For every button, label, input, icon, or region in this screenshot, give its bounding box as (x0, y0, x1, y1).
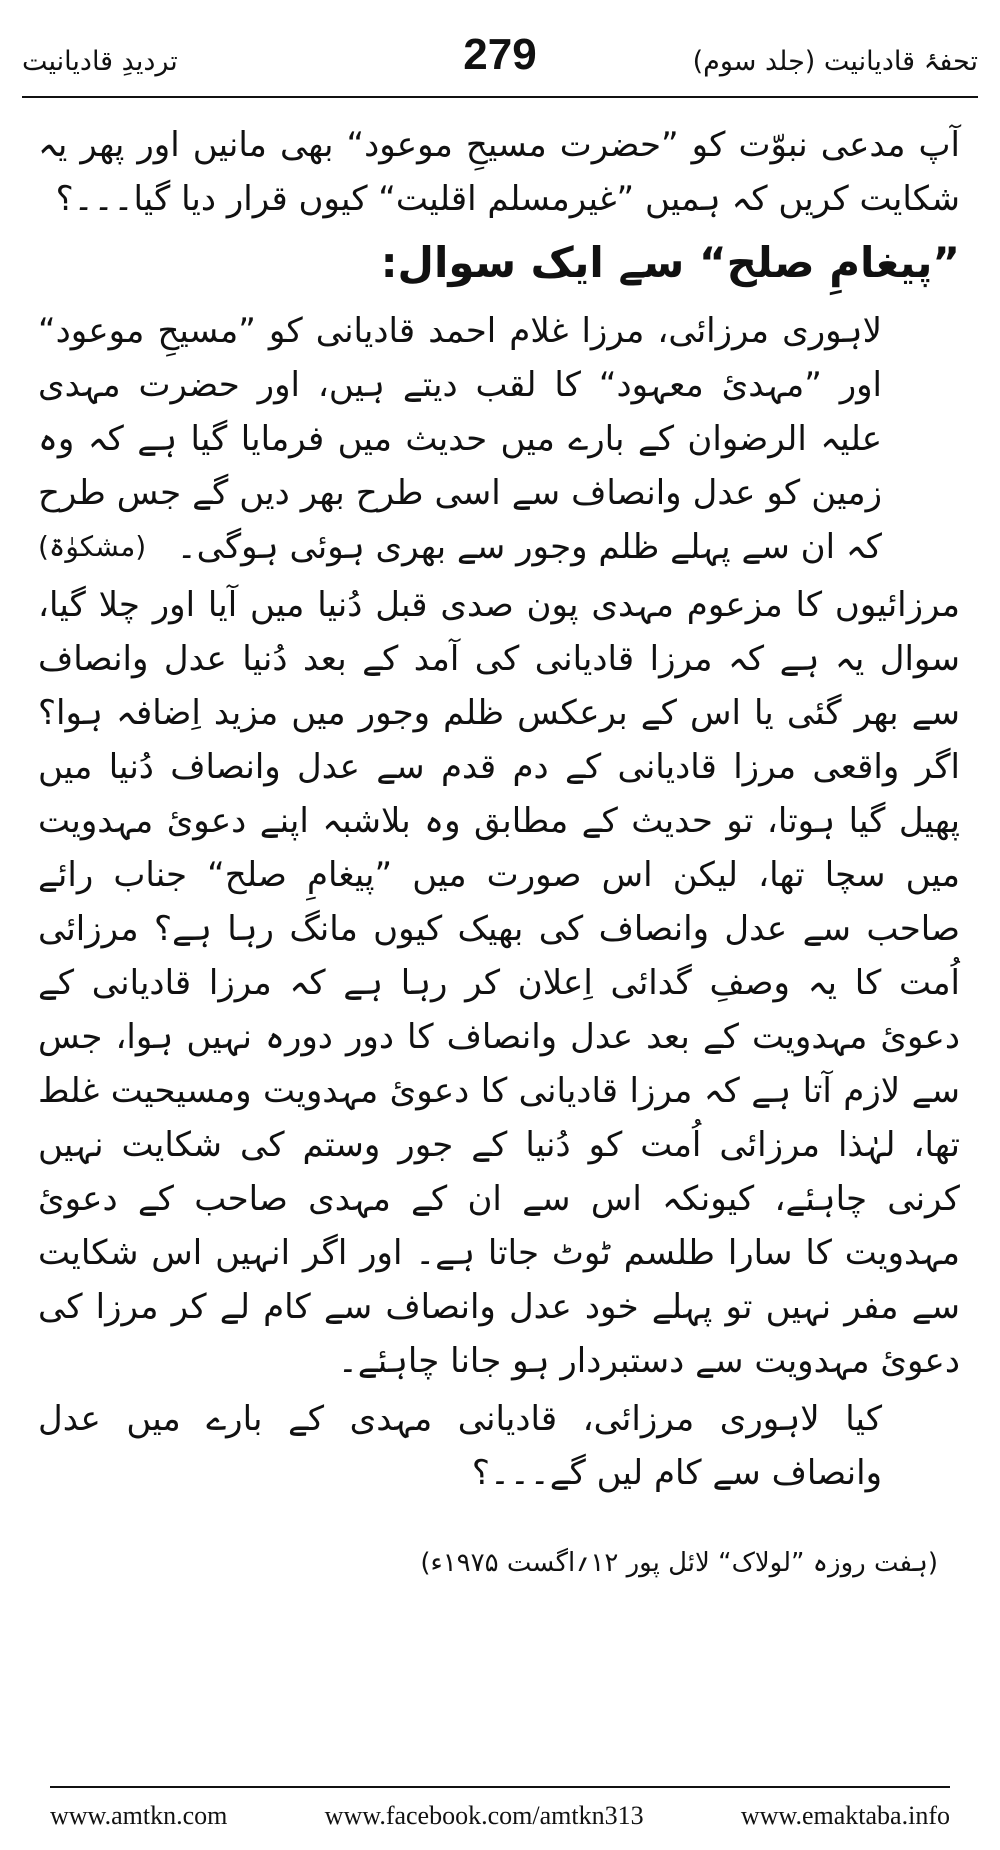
footer-link-amtkn[interactable]: www.amtkn.com (50, 1801, 228, 1830)
paragraph-2-text: لاہوری مرزائی، مرزا غلام احمد قادیانی کو ”مسیحِ موعود“ اور ”مہدیٔ معہود“ کا لقب دیتے ہیں، اور حضرت مہدی علیہ الرضوان کے بارے میں حدیث میں فرمایا گیا ہے کہ وہ زمین کو عدل وانصاف سے اسی طرح بھر دیں گے جس طرح کہ ان سے پہلے ظلم وجور سے بھری ہوئی ہوگی۔ (38, 311, 882, 567)
paragraph-3: مرزائیوں کا مزعوم مہدی پون صدی قبل دُنیا میں آیا اور چلا گیا، سوال یہ ہے کہ مرزا قادیانی کی آمد کے بعد دُنیا عدل وانصاف سے بھر گئی یا اس کے برعکس ظلم وجور میں مزید اِضافہ ہوا؟ اگر واقعی مرزا قادیانی کے دم قدم سے عدل وانصاف دُنیا میں پھیل گیا ہوتا، تو حدیث کے مطابق وہ بلاشبہ اپنے دعویٔ مہدویت میں سچا تھا، لیکن اس صورت میں ”پیغامِ صلح“ جناب رائے صاحب سے عدل وانصاف کی بھیک کیوں مانگ رہا ہے؟ مرزائی اُمت کا یہ وصفِ گدائی اِعلان کر رہا ہے کہ مرزا قادیانی کے دعویٔ مہدویت کے بعد عدل وانصاف کا دور دورہ نہیں ہوا، جس سے لازم آتا ہے کہ مرزا قادیانی کا دعویٔ مہدویت ومسیحیت غلط تھا، لہٰذا مرزائی اُمت کو دُنیا کے جور وستم کی شکایت نہیں کرنی چاہئے، کیونکہ اس سے ان کے مہدی صاحب کے دعویٔ مہدویت کا سارا طلسم ٹوٹ جاتا ہے۔ اور اگر انہیں اس شکایت سے مفر نہیں تو پہلے خود عدل وانصاف سے کام لے کر مرزا کی دعویٔ مہدویت سے دستبردار ہو جانا چاہئے۔ (38, 585, 960, 1381)
section-title: تردیدِ قادیانیت (22, 46, 178, 77)
book-title: تحفۂ قادیانیت (جلد سوم) (692, 46, 978, 77)
paragraph-2 (38, 304, 960, 574)
footer-divider (50, 1786, 950, 1788)
paragraph-1: آپ مدعی نبوّت کو ”حضرت مسیحِ موعود“ بھی مانیں اور پھر یہ شکایت کریں کہ ہمیں ”غیرمسلم اقلیت“ کیوں قرار دیا گیا۔۔۔؟ (38, 125, 960, 219)
page-number: 279 (463, 30, 537, 79)
source-reference: (ہفت روزہ ”لولاک“ لائل پور ۱۲؍اگست ۱۹۷۵ء) (420, 1548, 938, 1578)
page-footer (50, 1796, 950, 1836)
paragraph-4: کیا لاہوری مرزائی، قادیانی مہدی کے بارے میں عدل وانصاف سے کام لیں گے۔۔۔؟ (38, 1399, 882, 1493)
footer-link-emaktaba[interactable]: www.emaktaba.info (740, 1801, 950, 1830)
header-divider (22, 96, 978, 98)
footer-link-facebook[interactable]: www.facebook.com/amtkn313 (324, 1801, 644, 1830)
section-heading: ”پیغامِ صلح“ سے ایک سوال: (380, 238, 960, 287)
page-body (38, 118, 960, 1594)
page-header (22, 28, 978, 88)
citation: (مشکوٰۃ) (38, 530, 147, 563)
